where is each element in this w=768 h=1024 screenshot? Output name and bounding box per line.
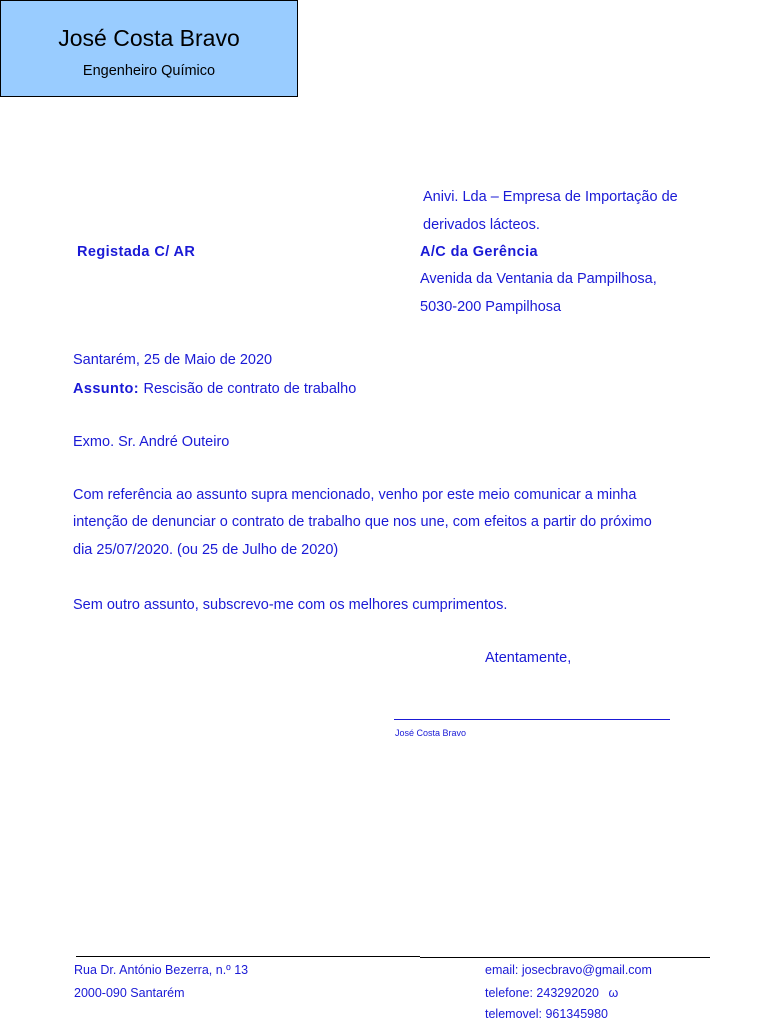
closing: Sem outro assunto, subscrevo-me com os melhores cumprimentos. — [73, 597, 508, 613]
subject-text: Rescisão de contrato de trabalho — [143, 381, 357, 397]
sender-profession: Engenheiro Químico — [82, 63, 216, 79]
signature-name: José Costa Bravo — [395, 728, 467, 738]
subject-label: Assunto: — [73, 381, 140, 397]
recipient-attention: A/C da Gerência — [420, 244, 539, 260]
footer-divider-left — [76, 956, 420, 957]
footer-address-line1: Rua Dr. António Bezerra, n.º 13 — [74, 963, 249, 977]
body-line2: intenção de denunciar o contrato de trabalho que nos une, com efeitos a partir do próximo — [73, 514, 652, 530]
sender-name: José Costa Bravo — [58, 25, 240, 51]
footer-email: email: josecbravo@gmail.com — [485, 963, 652, 977]
sign-off: Atentamente, — [485, 650, 572, 666]
recipient-address-line2: 5030-200 Pampilhosa — [420, 299, 562, 315]
footer-mobile: telemovel: 961345980 — [485, 1007, 609, 1021]
salutation: Exmo. Sr. André Outeiro — [73, 434, 230, 450]
letterhead-box — [0, 0, 298, 97]
footer-divider-right — [420, 957, 710, 958]
body-line1: Com referência ao assunto supra mencionado, venho por este meio comunicar a minha — [73, 487, 637, 503]
signature-line — [394, 719, 670, 720]
subject-line — [73, 380, 356, 398]
date-place: Santarém, 25 de Maio de 2020 — [73, 352, 273, 368]
recipient-company-line1: Anivi. Lda – Empresa de Importação de — [423, 189, 678, 205]
footer-address-line2: 2000-090 Santarém — [74, 986, 185, 1000]
phone-symbol-icon: ω — [608, 986, 619, 1000]
recipient-company-line2: derivados lácteos. — [423, 217, 540, 233]
registered-note: Registada C/ AR — [77, 244, 196, 260]
recipient-address-line1: Avenida da Ventania da Pampilhosa, — [420, 271, 657, 287]
footer-phone: telefone: 243292020 — [485, 986, 599, 1000]
footer-phone-line — [485, 986, 618, 1000]
body-line3: dia 25/07/2020. (ou 25 de Julho de 2020) — [73, 542, 339, 558]
